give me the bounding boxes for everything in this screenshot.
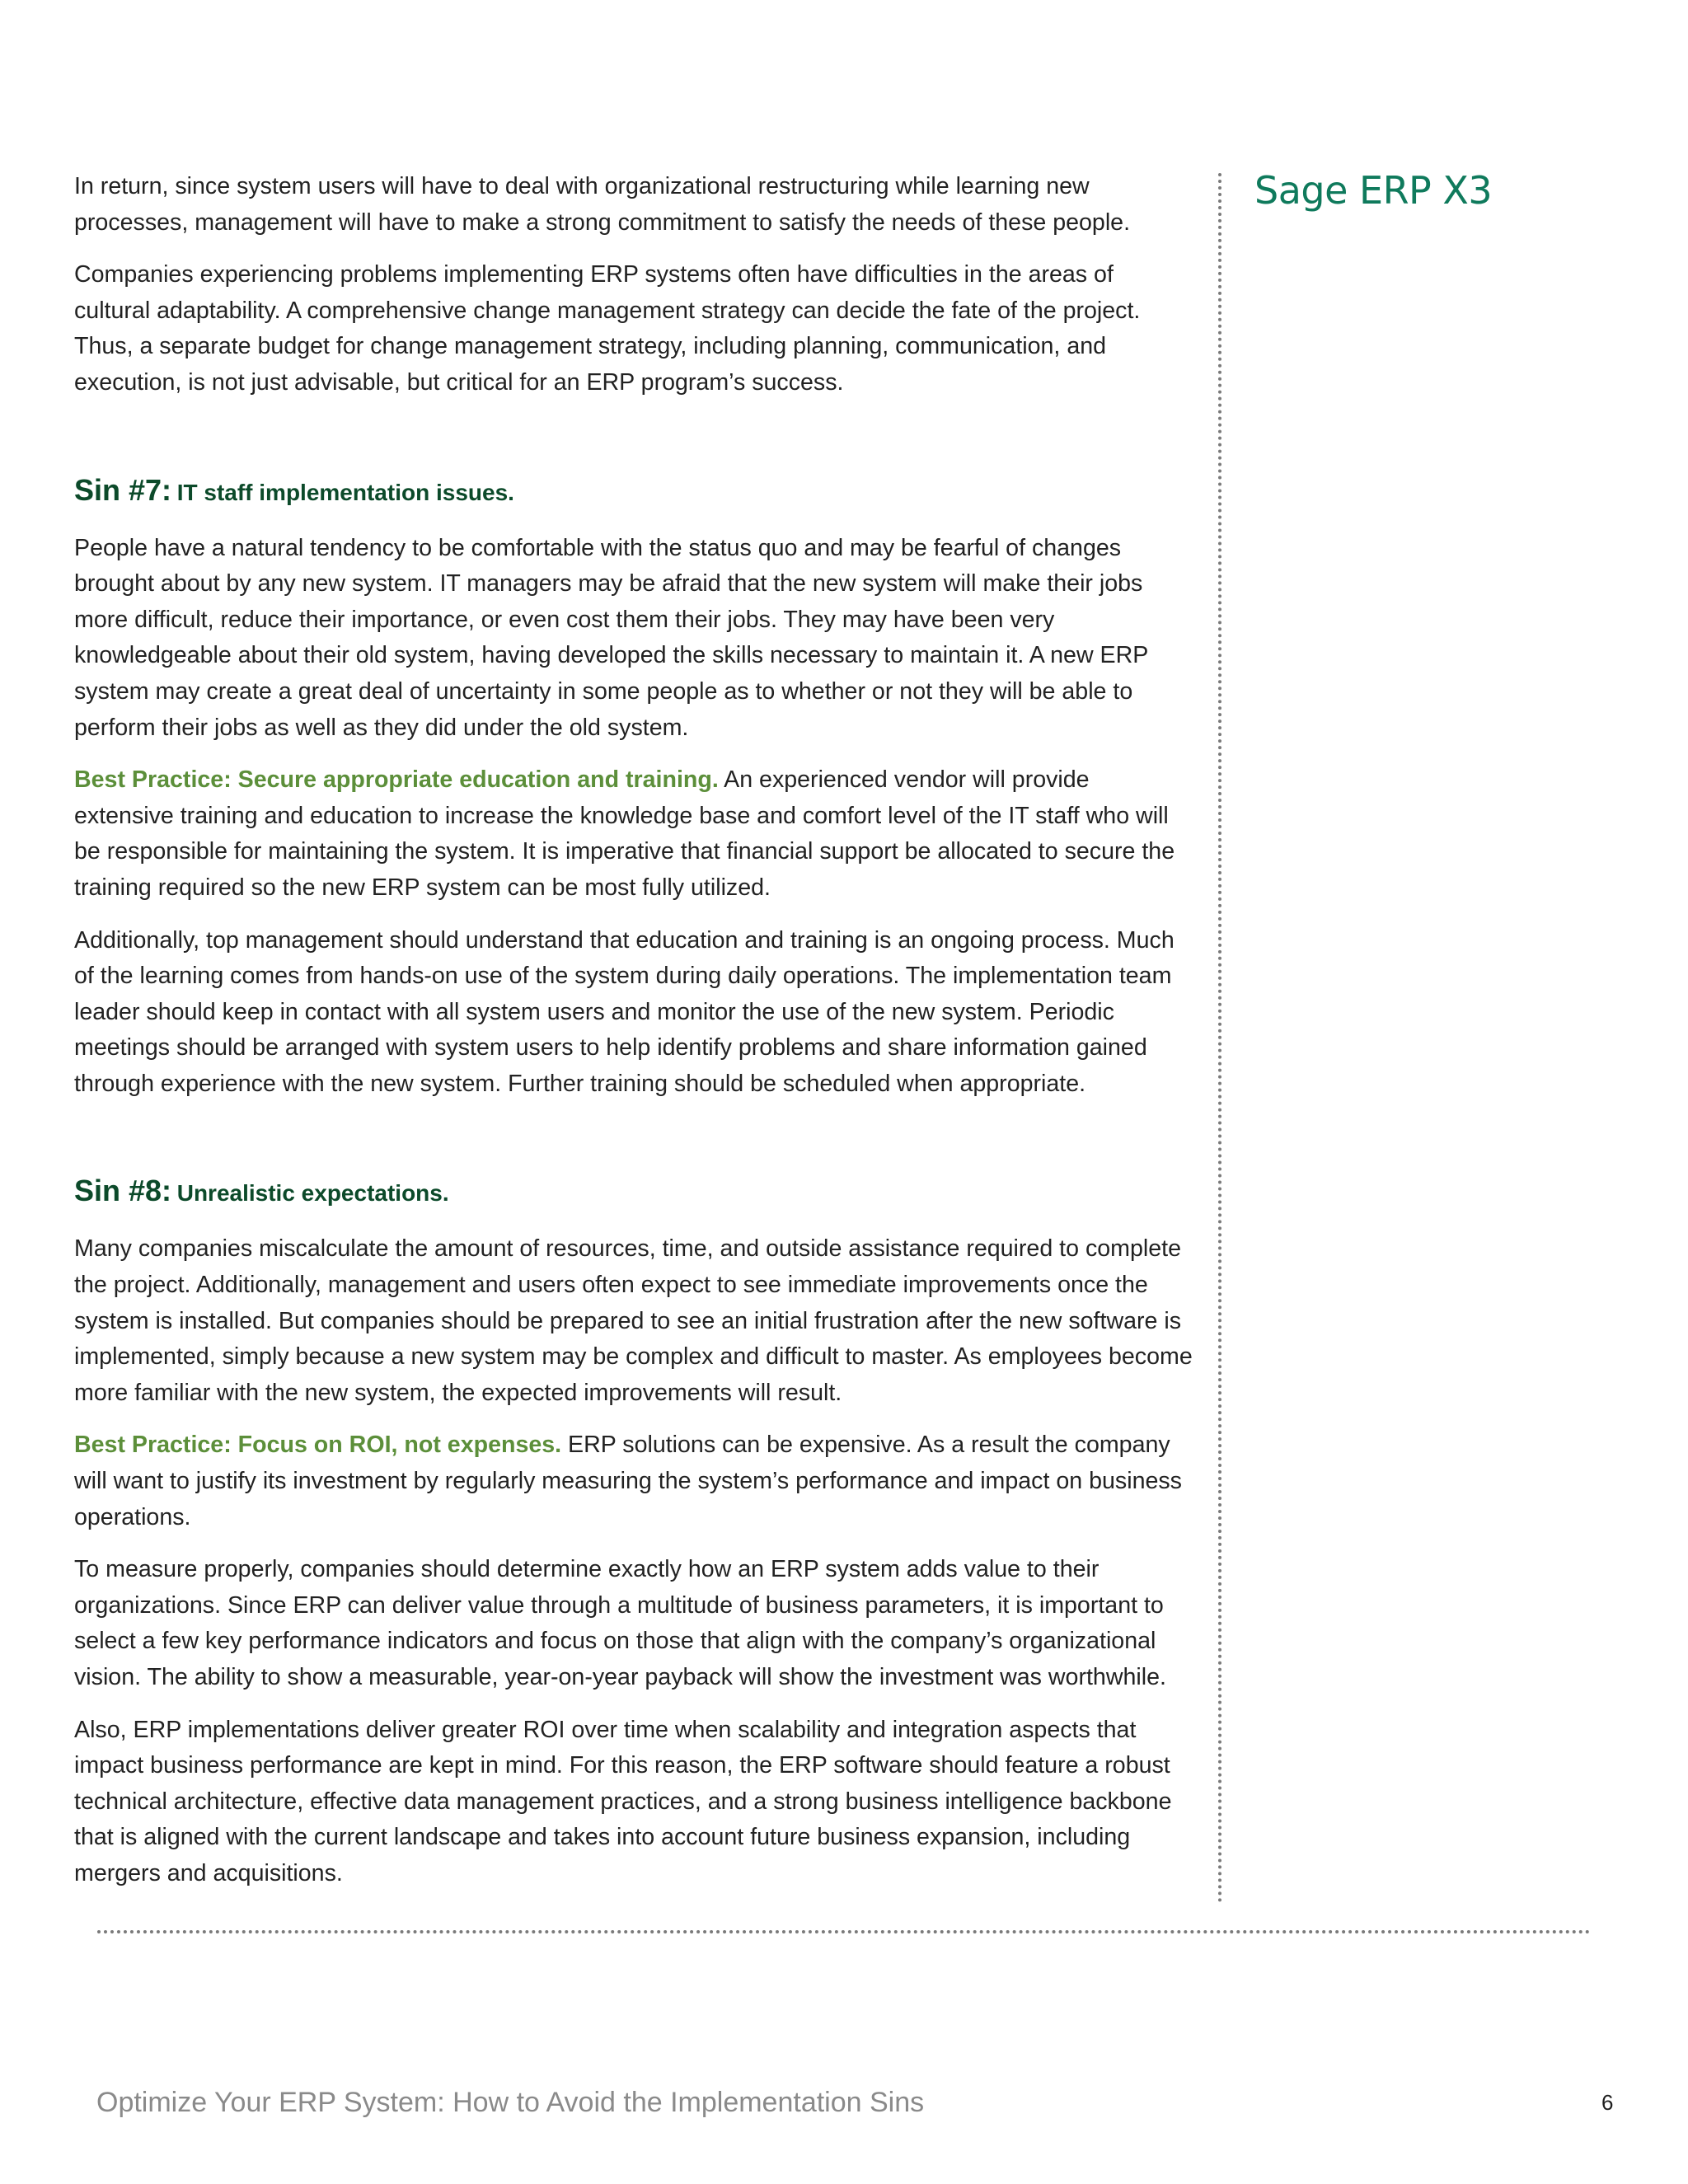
section-paragraph: To measure properly, companies should determine exactly how an ERP system adds value to their organizations. Since ERP can deliver value through a multitude of business parameters, it is important to select a few key performance indicators and focus on those that align with the company’s organizational vision. The ability to show a measurable, year-on-year payback will show the investment was worthwhile. [74,1556,1166,1690]
section-paragraph: Many companies miscalculate the amount of resources, time, and outside assistance required to complete the project. Additionally, management and users often expect to see immediate improvements once the system is installed. But companies should be prepared to see an initial frustration after the new software is implemented, simply because a new system may be complex and difficult to master. As employees become more familiar with the new system, the expected improvements will result. [74,1235,1193,1406]
page-number: 6 [1601,2090,1614,2115]
best-practice-label: Best Practice: Secure appropriate education and training. [74,766,719,794]
footer-document-title: Optimize Your ERP System: How to Avoid the Implementation Sins [96,2087,925,2118]
sin-number: Sin #8: [74,1174,172,1208]
intro-paragraph: In return, since system users will have to deal with organizational restructuring while learning new processes, management will have to make a strong commitment to satisfy the needs of these people. [74,173,1131,236]
vertical-dotted-divider [1218,173,1221,1904]
best-practice-paragraph [74,1427,1195,1535]
section-heading-sin-7 [74,471,1195,514]
section-paragraph: People have a natural tendency to be comfortable with the status quo and may be fearful of changes brought about by any new system. IT managers may be afraid that the new system will make their jobs more difficult, reduce their importance, or even cost them their jobs. They may have been very knowledgeable about their old system, having developed the skills necessary to maintain it. A new ERP system may create a great deal of uncertainty in some people as to whether or not they will be able to perform their jobs as well as they did under the old system. [74,534,1148,741]
sage-erp-x3-logo: Sage ERP X3 [1254,168,1493,213]
main-text-column [74,169,1195,1909]
best-practice-paragraph [74,762,1195,906]
section-paragraph: Also, ERP implementations deliver greater ROI over time when scalability and integration aspects that impact business performance are kept in mind. For this reason, the ERP software should feature a robust technical architecture, effective data management practices, and a strong business intelligence backbone that is aligned with the current landscape and takes into account future business expansion, including mergers and acquisitions. [74,1716,1172,1886]
best-practice-text: An experienced vendor will provide extensive training and education to increase the knowledge base and comfort level of the IT staff who will be responsible for maintaining the system. It is imperative that financial support be allocated to secure the training required so the new ERP system can be most fully utilized. [74,766,1175,901]
sin-title: Unrealistic expectations. [176,1180,449,1207]
section-heading-sin-8 [74,1171,1195,1215]
intro-paragraph: Companies experiencing problems implementing ERP systems often have difficulties in the areas of cultural adaptability. A comprehensive change management strategy can decide the fate of the project. Thus, a separate budget for change management strategy, including planning, communication, and execution, is not just advisable, but critical for an ERP program’s success. [74,261,1141,396]
best-practice-text: ERP solutions can be expensive. As a result the company will want to justify its investment by regularly measuring the system’s performance and impact on business operations. [74,1432,1182,1530]
sin-number: Sin #7: [74,472,172,507]
horizontal-dotted-divider [97,1930,1591,1933]
sin-title: IT staff implementation issues. [176,479,514,505]
best-practice-label: Best Practice: Focus on ROI, not expenses. [74,1432,562,1459]
section-paragraph: Additionally, top management should understand that education and training is an ongoing process. Much of the learning comes from hands-on use of the system during daily operations. The implementation team leader should keep in contact with all system users and monitor the use of the new system. Periodic meetings should be arranged with system users to help identify problems and share information gained through experience with the new system. Further training should be scheduled when appropriate. [74,926,1175,1097]
